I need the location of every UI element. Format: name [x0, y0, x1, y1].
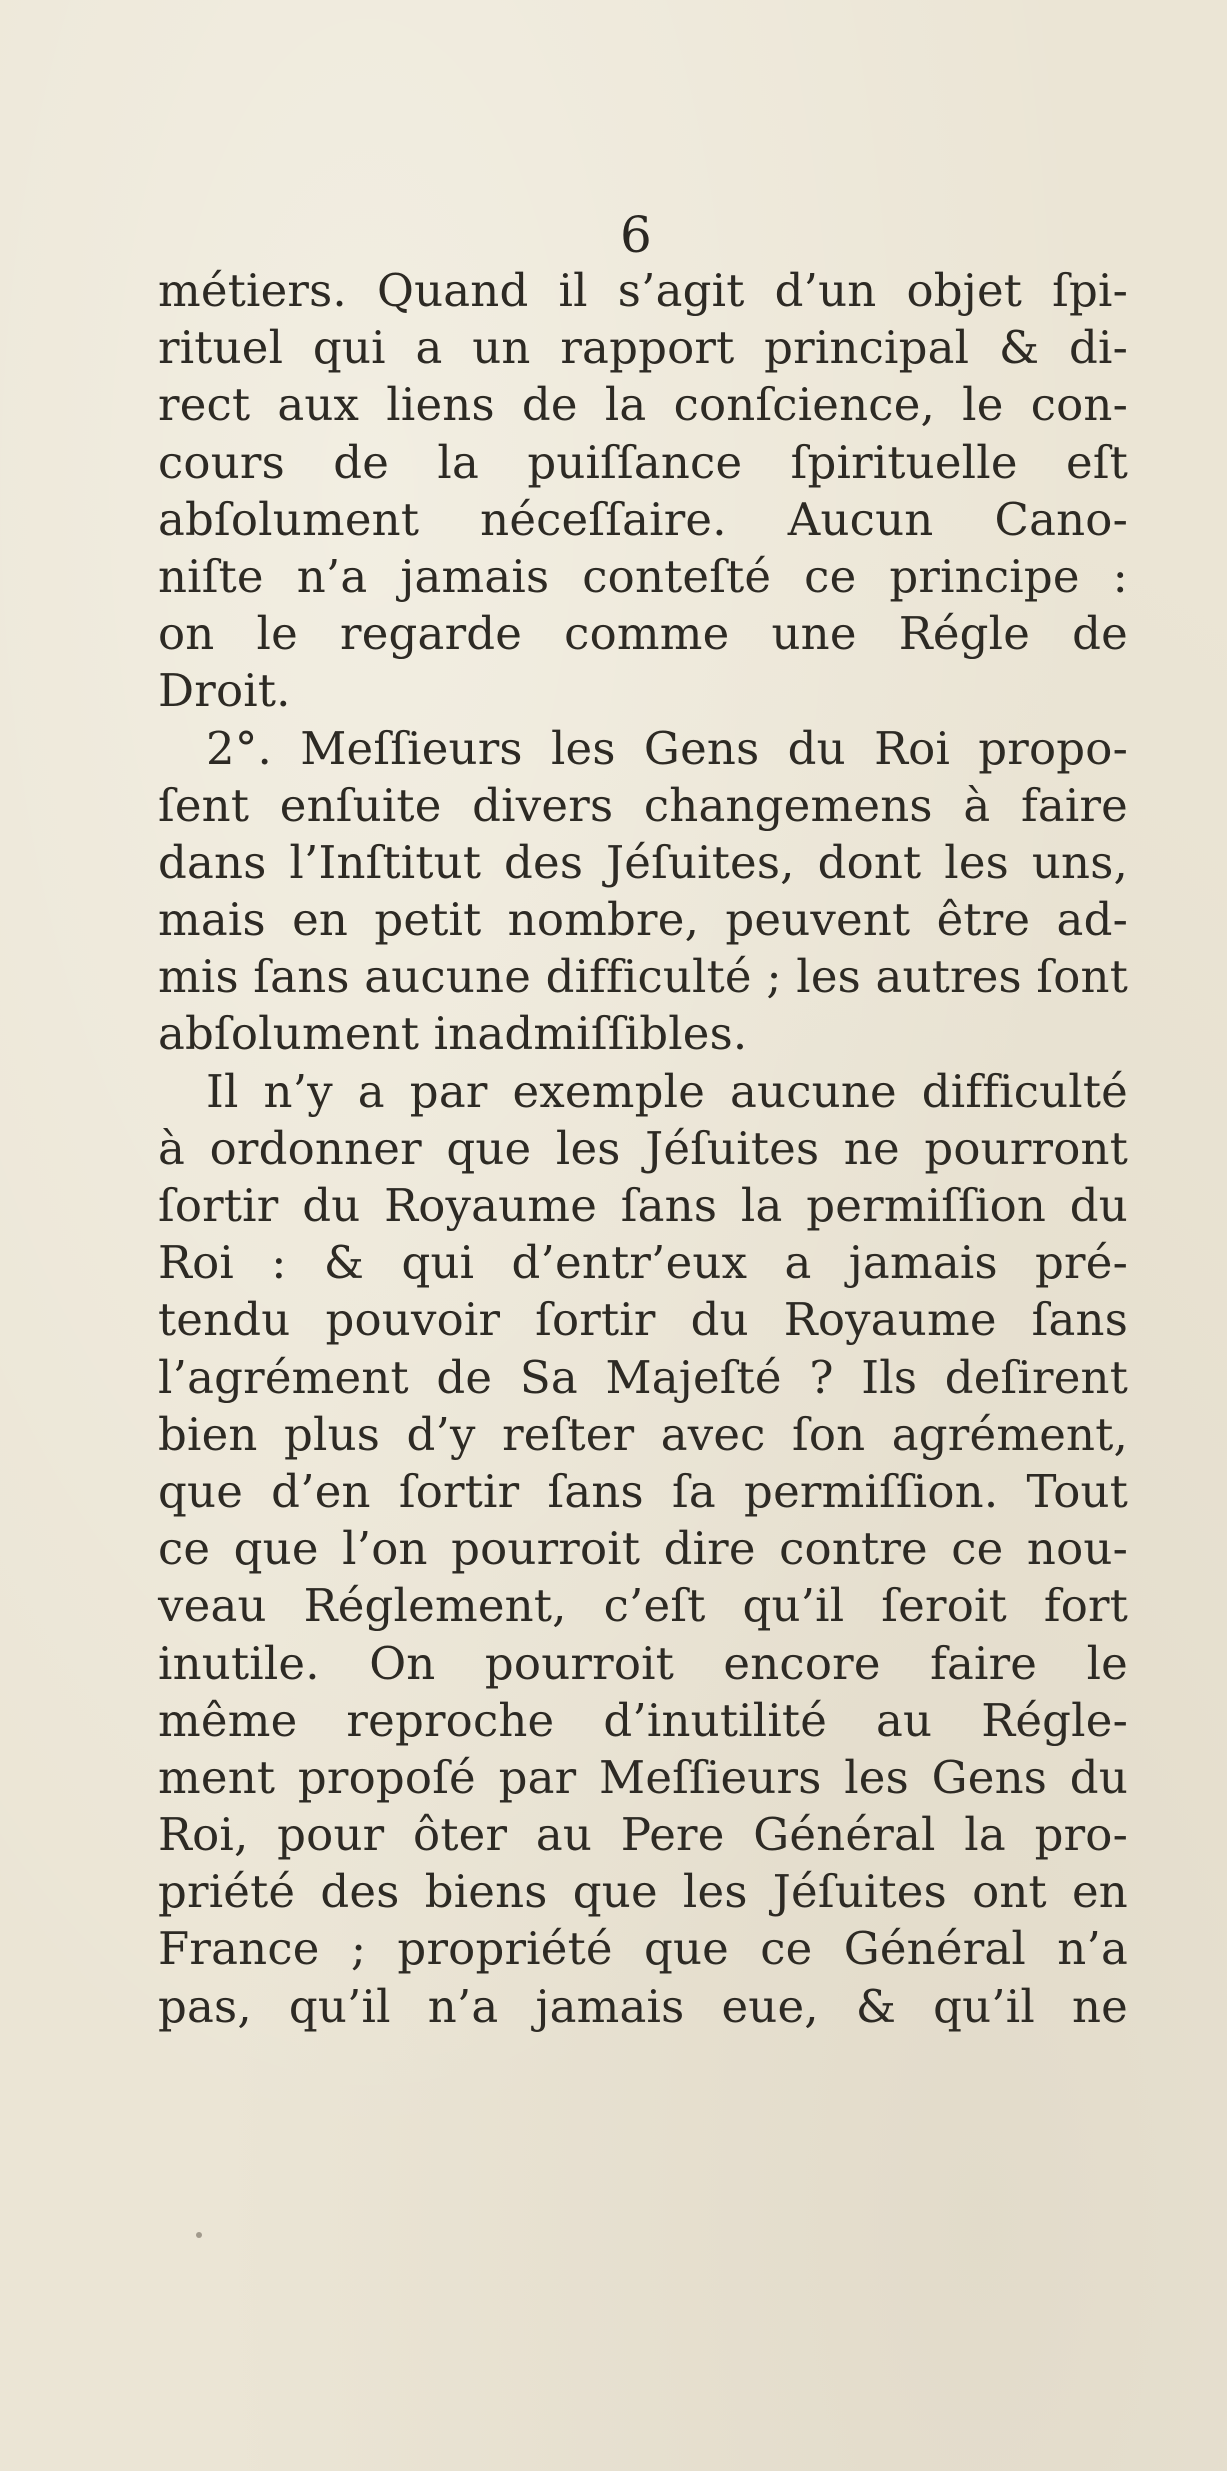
text-line: inutile. On pourroit encore faire le: [158, 1636, 1128, 1690]
text-line: ſent enſuite divers changemens à faire: [158, 778, 1128, 832]
text-line: on le regarde comme une Régle de: [158, 607, 1128, 661]
text-line: priété des biens que les Jéſuites ont en: [158, 1865, 1128, 1919]
text-line: pas, qu’il n’a jamais eue, & qu’il ne: [158, 1979, 1128, 2033]
text-line: bien plus d’y reſter avec ſon agrément,: [158, 1407, 1128, 1461]
page-number: 6: [620, 206, 652, 264]
text-line: France ; propriété que ce Général n’a: [158, 1922, 1128, 1976]
text-line: Roi : & qui d’entr’eux a jamais pré-: [158, 1236, 1128, 1290]
text-line: Roi, pour ôter au Pere Général la pro-: [158, 1808, 1128, 1862]
text-line: l’agrément de Sa Majeſté ? Ils deſirent: [158, 1350, 1128, 1404]
text-line: rituel qui a un rapport principal & di-: [158, 321, 1128, 375]
paper-speck: [196, 2232, 202, 2238]
text-line: ment propoſé par Meſſieurs les Gens du: [158, 1750, 1128, 1804]
text-line: veau Réglement, c’eſt qu’il ſeroit fort: [158, 1579, 1128, 1633]
text-line: que d’en ſortir ſans ſa permiſſion. Tout: [158, 1464, 1128, 1518]
text-line: mis ſans aucune difficulté ; les autres ſont: [158, 950, 1128, 1004]
text-line: abſolument néceſſaire. Aucun Cano-: [158, 492, 1128, 546]
text-line: Droit.: [158, 664, 291, 718]
body-text: [158, 262, 1128, 2035]
text-line: dans l’Inſtitut des Jéſuites, dont les uns,: [158, 835, 1128, 889]
text-line: mais en petit nombre, peuvent être ad-: [158, 893, 1128, 947]
text-line: niſte n’a jamais conteſté ce principe :: [158, 549, 1128, 603]
text-line: tendu pouvoir ſortir du Royaume ſans: [158, 1293, 1128, 1347]
text-line: ce que l’on pourroit dire contre ce nou-: [158, 1522, 1128, 1576]
text-line: 2°. Meſſieurs les Gens du Roi propo-: [206, 721, 1128, 775]
text-line: cours de la puiſſance ſpirituelle eſt: [158, 435, 1128, 489]
text-line: ſortir du Royaume ſans la permiſſion du: [158, 1179, 1128, 1232]
text-line: à ordonner que les Jéſuites ne pourront: [158, 1121, 1128, 1175]
text-line: métiers. Quand il s’agit d’un objet ſpi-: [158, 264, 1128, 317]
text-line: rect aux liens de la conſcience, le con-: [158, 378, 1128, 432]
text-line: abſolument inadmiſſibles.: [158, 1007, 748, 1061]
text-line: même reproche d’inutilité au Régle-: [158, 1693, 1128, 1747]
text-line: Il n’y a par exemple aucune difficulté: [206, 1064, 1128, 1118]
